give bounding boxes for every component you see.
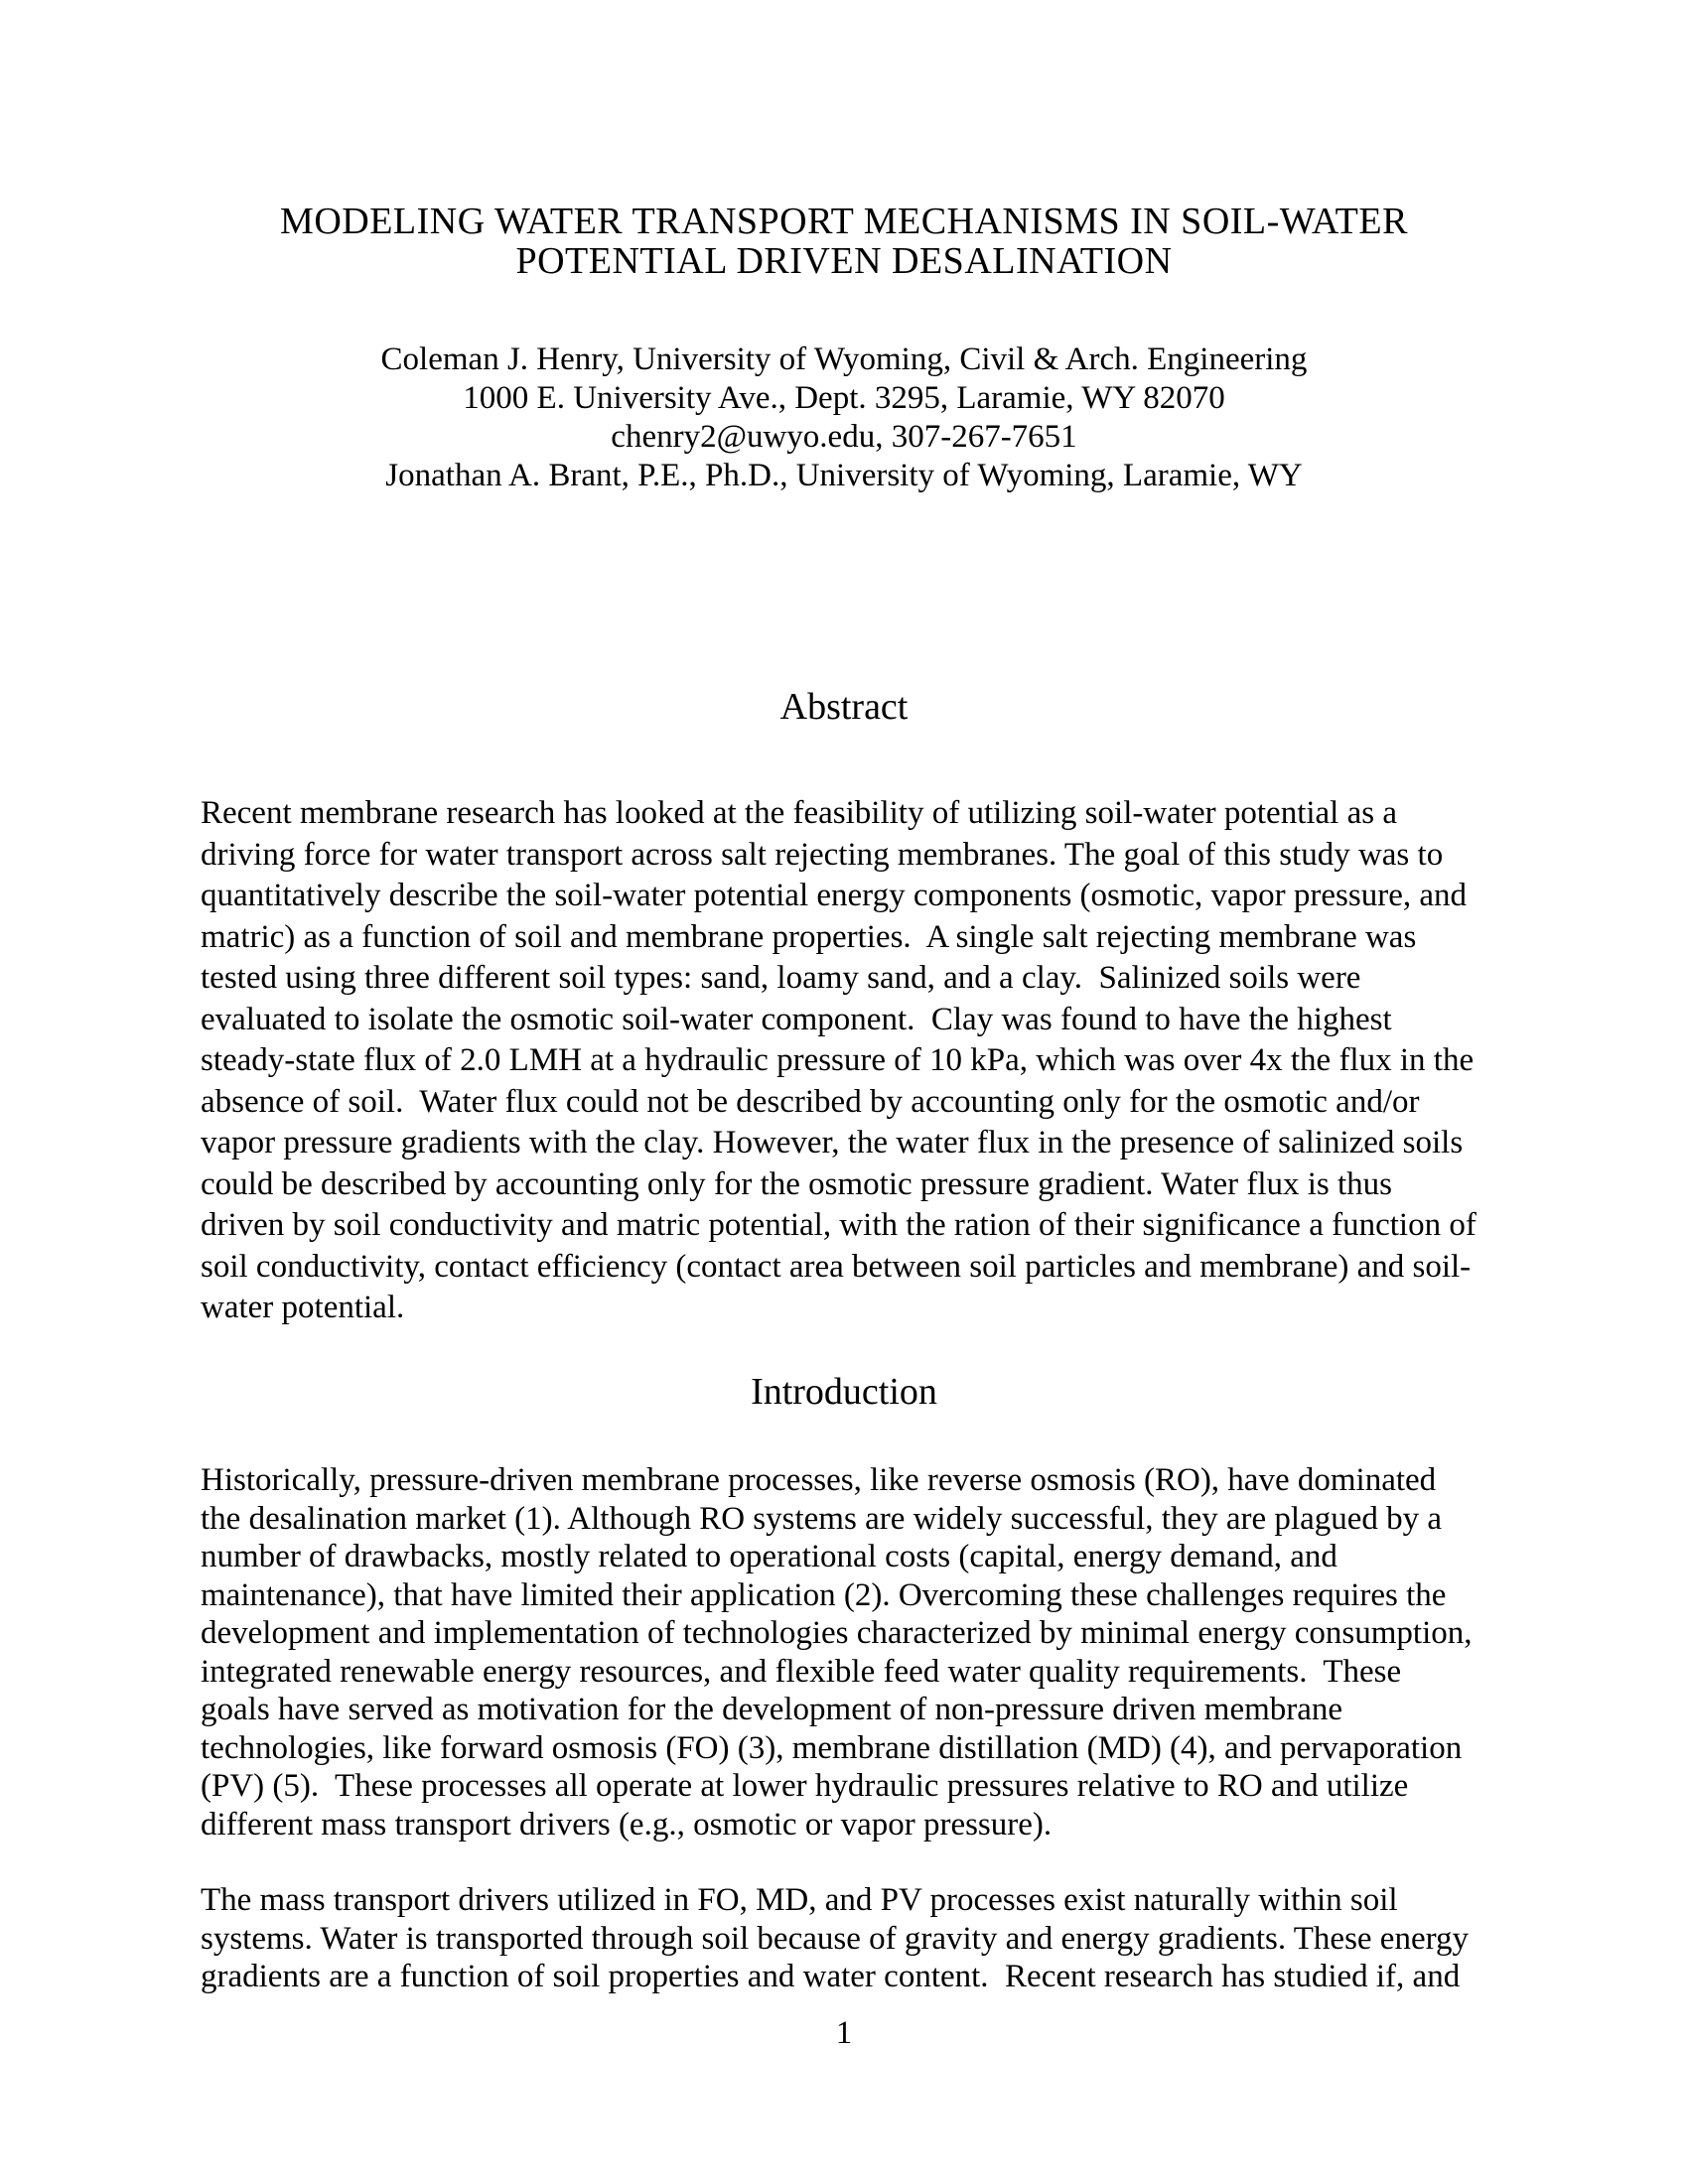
introduction-heading: Introduction bbox=[751, 1371, 937, 1413]
text-line: gradients are a function of soil properties and water content. Recent research has studied if, and bbox=[201, 1959, 1461, 1994]
text-line: POTENTIAL DRIVEN DESALINATION bbox=[515, 240, 1173, 282]
document-title bbox=[201, 202, 1487, 281]
text-line: Recent membrane research has looked at the feasibility of utilizing soil-water potential as a bbox=[201, 795, 1397, 831]
text-line: MODELING WATER TRANSPORT MECHANISMS IN SOIL-WATER bbox=[280, 201, 1408, 242]
introduction-paragraph-1 bbox=[201, 1461, 1487, 1843]
text-line: driven by soil conductivity and matric potential, with the ration of their significance a function of bbox=[201, 1207, 1477, 1243]
text-line: driving force for water transport across salt rejecting membranes. The goal of this study was to bbox=[201, 836, 1444, 873]
page-number: 1 bbox=[835, 2015, 853, 2051]
text-line: chenry2@uwyo.edu, 307-267-7651 bbox=[611, 419, 1077, 455]
text-line: development and implementation of technologies characterized by minimal energy consumption, bbox=[201, 1615, 1473, 1651]
text-line: different mass transport drivers (e.g., osmotic or vapor pressure). bbox=[201, 1806, 1053, 1843]
text-line: matric) as a function of soil and membrane properties. A single salt rejecting membrane was bbox=[201, 918, 1417, 955]
text-line: Coleman J. Henry, University of Wyoming, Civil & Arch. Engineering bbox=[380, 341, 1308, 377]
text-line: systems. Water is transported through soil because of gravity and energy gradients. These energy bbox=[201, 1920, 1469, 1957]
text-line: Jonathan A. Brant, P.E., Ph.D., University of Wyoming, Laramie, WY bbox=[385, 458, 1303, 493]
text-line: (PV) (5). These processes all operate at lower hydraulic pressures relative to RO and utilize bbox=[201, 1768, 1409, 1804]
text-line: integrated renewable energy resources, and flexible feed water quality requirements. These bbox=[201, 1653, 1402, 1690]
text-line: number of drawbacks, mostly related to operational costs (capital, energy demand, and bbox=[201, 1539, 1337, 1574]
text-line: soil conductivity, contact efficiency (contact area between soil particles and membrane) and soil- bbox=[201, 1248, 1472, 1285]
abstract-paragraph bbox=[201, 793, 1487, 1329]
text-line: steady-state flux of 2.0 LMH at a hydraulic pressure of 10 kPa, which was over 4x the flux in the bbox=[201, 1042, 1475, 1078]
text-line: 1000 E. University Ave., Dept. 3295, Laramie, WY 82070 bbox=[463, 380, 1225, 416]
text-line: water potential. bbox=[201, 1290, 405, 1325]
text-line: vapor pressure gradients with the clay. However, the water flux in the presence of salinized soils bbox=[201, 1125, 1464, 1160]
text-line: quantitatively describe the soil-water potential energy components (osmotic, vapor pressure, and bbox=[201, 878, 1468, 913]
introduction-paragraph-2 bbox=[201, 1881, 1487, 1996]
text-line: technologies, like forward osmosis (FO) (3), membrane distillation (MD) (4), and pervaporation bbox=[201, 1729, 1463, 1766]
text-line: The mass transport drivers utilized in FO, MD, and PV processes exist naturally within soil bbox=[201, 1882, 1398, 1918]
text-line: goals have served as motivation for the development of non-pressure driven membrane bbox=[201, 1692, 1343, 1727]
text-line: Historically, pressure-driven membrane processes, like reverse osmosis (RO), have dominated bbox=[201, 1462, 1437, 1498]
text-line: the desalination market (1). Although RO systems are widely successful, they are plagued by a bbox=[201, 1500, 1443, 1537]
author-block bbox=[201, 341, 1487, 495]
text-line: absence of soil. Water flux could not be described by accounting only for the osmotic and/or bbox=[201, 1083, 1420, 1120]
text-line: evaluated to isolate the osmotic soil-water component. Clay was found to have the highest bbox=[201, 1001, 1392, 1037]
text-line: could be described by accounting only for the osmotic pressure gradient. Water flux is thus bbox=[201, 1165, 1393, 1202]
abstract-heading: Abstract bbox=[779, 686, 909, 728]
text-line: maintenance), that have limited their application (2). Overcoming these challenges requires the bbox=[201, 1576, 1447, 1613]
text-line: tested using three different soil types: sand, loamy sand, and a clay. Salinized soils were bbox=[201, 960, 1361, 996]
